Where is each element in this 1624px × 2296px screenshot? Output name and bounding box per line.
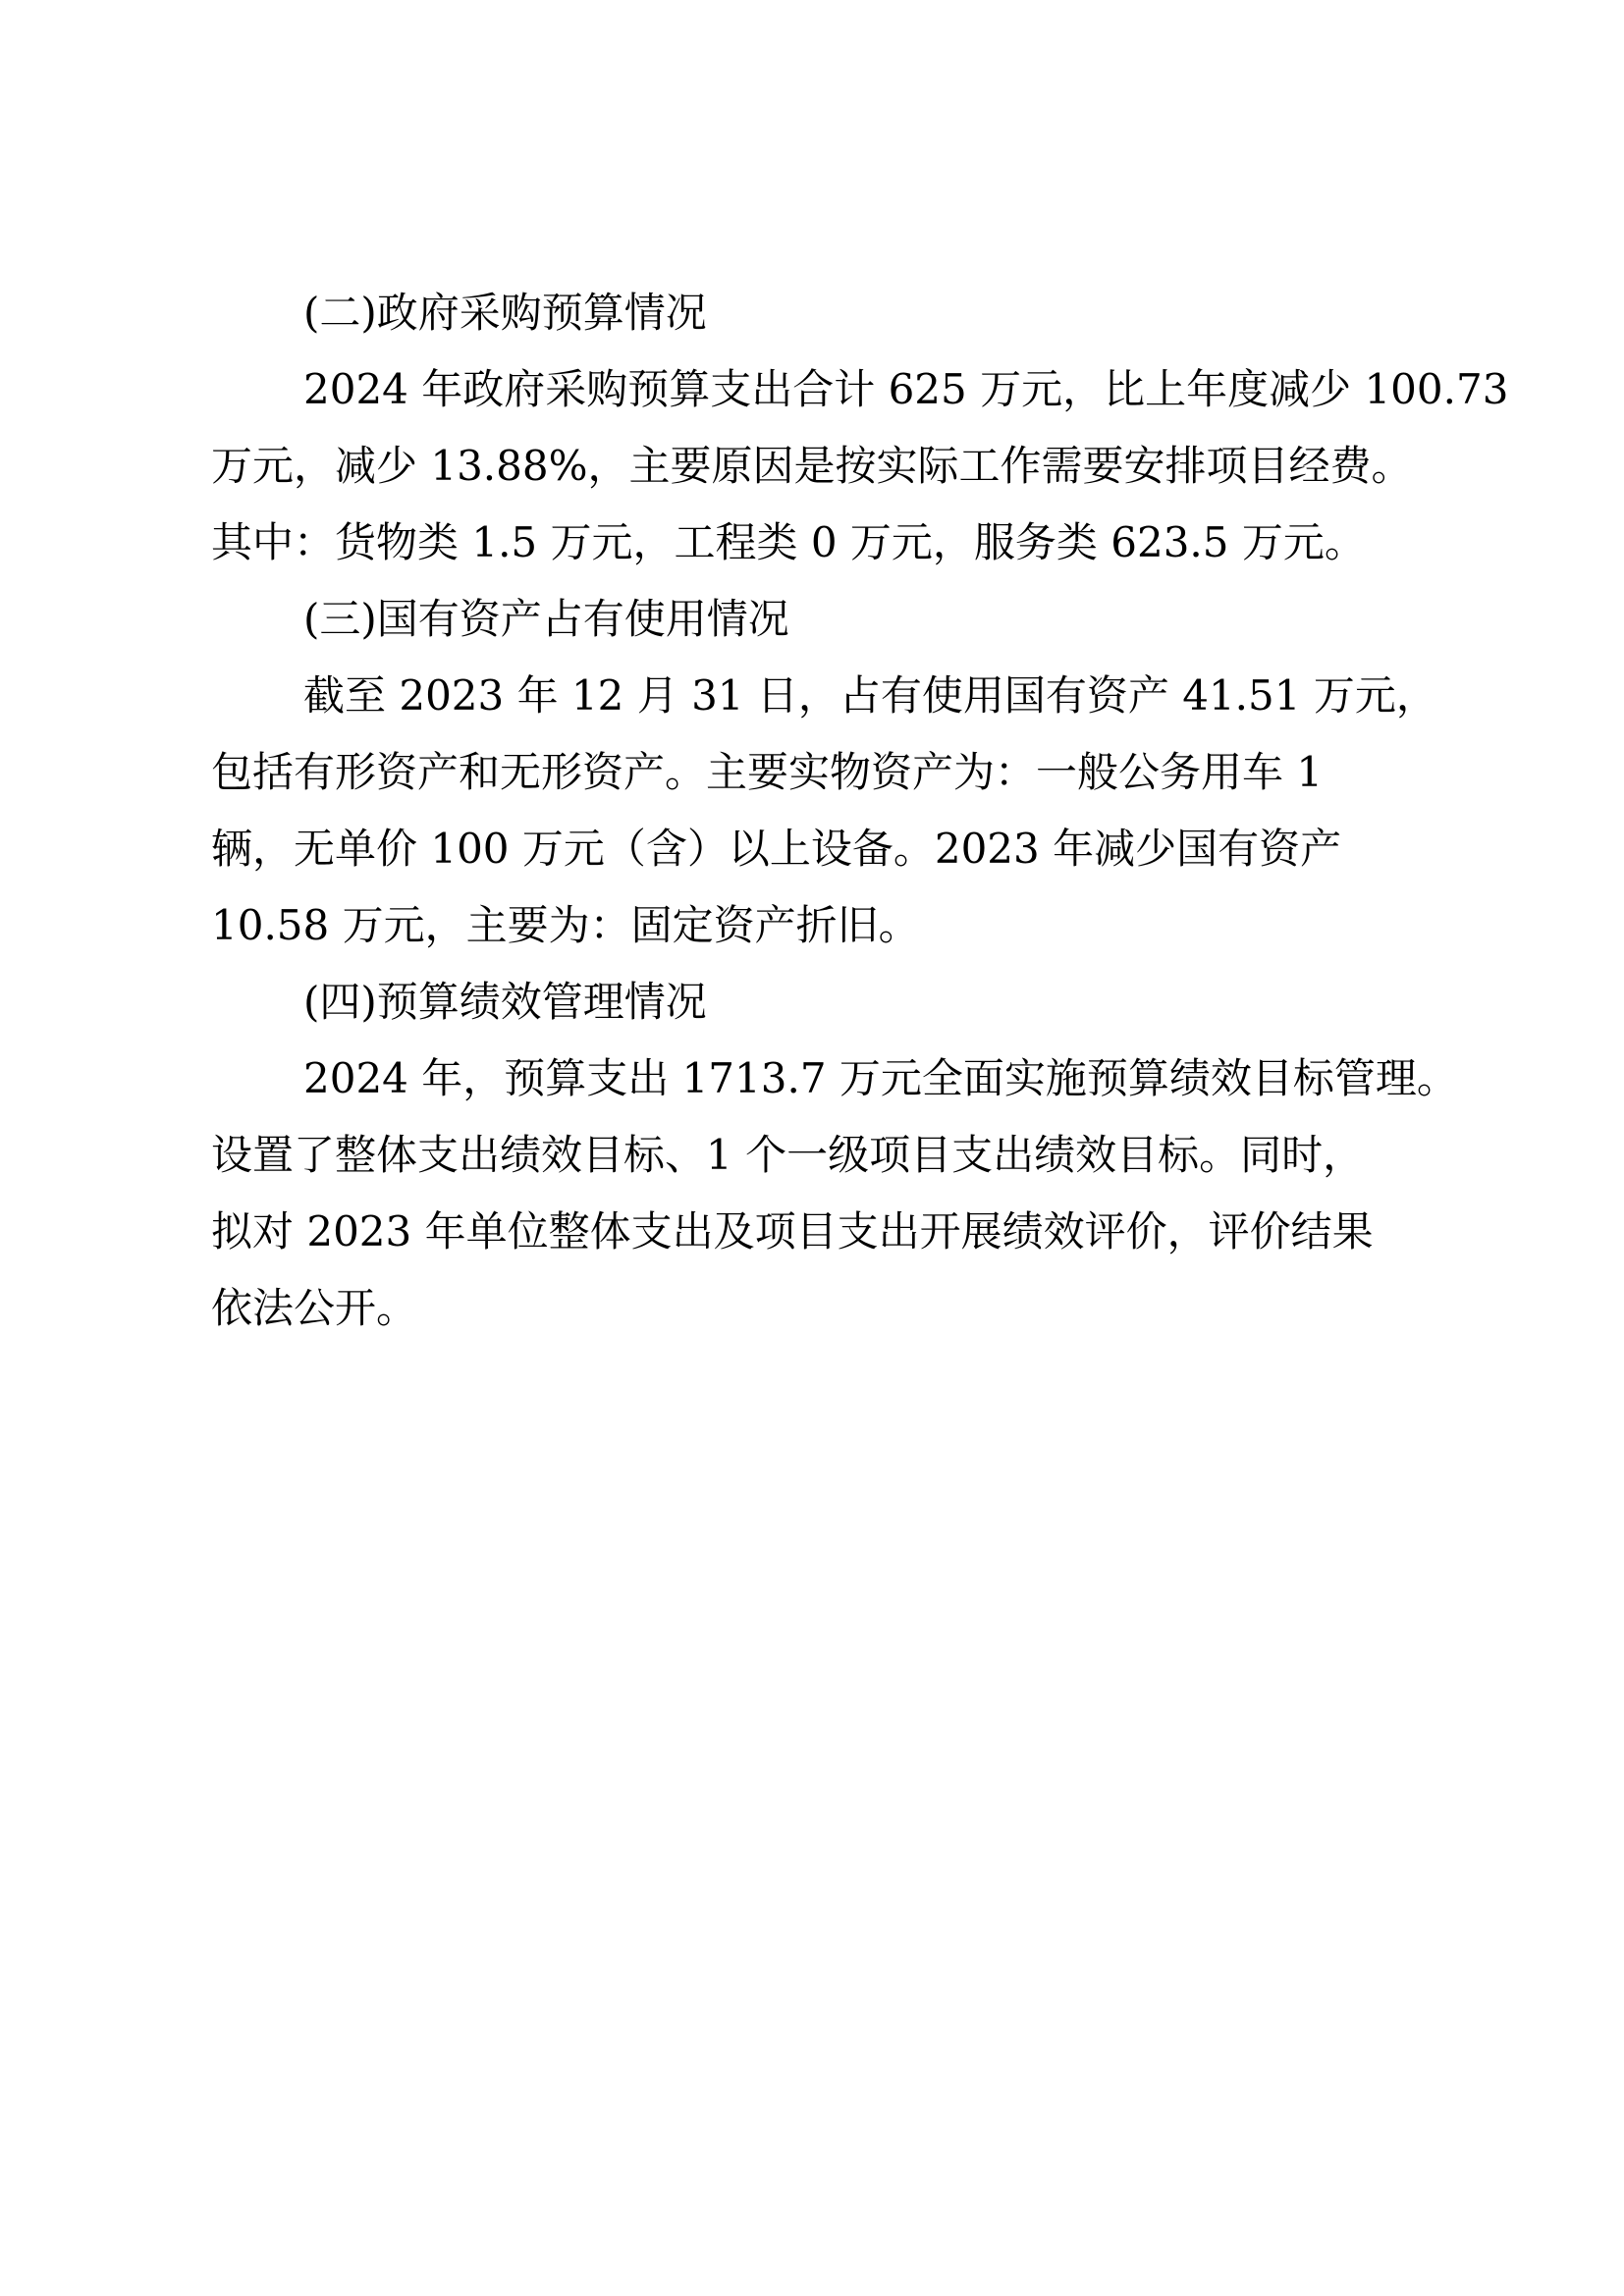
section-state-assets [211,581,1437,964]
paragraph-line: 截至 2023 年 12 月 31 日，占有使用国有资产 41.51 万元， [303,671,1437,720]
section-heading: (二)政府采购预算情况 [303,289,707,337]
paragraph-line: 拟对 2023 年单位整体支出及项目支出开展绩效评价，评价结果 [211,1207,1374,1255]
paragraph-line: 万元，减少 13.88%，主要原因是按实际工作需要安排项目经费。 [211,442,1413,490]
section-heading: (三)国有资产占有使用情况 [303,595,789,643]
paragraph-line: 辆，无单价 100 万元（含）以上设备。2023 年减少国有资产 [211,825,1342,873]
paragraph-line: 2024 年，预算支出 1713.7 万元全面实施预算绩效目标管理。 [303,1054,1458,1102]
paragraph-line: 2024 年政府采购预算支出合计 625 万元，比上年度减少 100.73 [303,365,1509,413]
section-heading: (四)预算绩效管理情况 [303,978,707,1026]
paragraph-line: 设置了整体支出绩效目标、1 个一级项目支出绩效目标。同时， [211,1131,1365,1179]
section-performance-management [211,964,1458,1347]
section-procurement-budget [211,275,1509,581]
paragraph-line: 10.58 万元，主要为：固定资产折旧。 [211,901,920,949]
paragraph-line: 包括有形资产和无形资产。主要实物资产为：一般公务用车 1 [211,748,1324,796]
document-page [211,275,1509,1347]
paragraph-line: 其中：货物类 1.5 万元，工程类 0 万元，服务类 623.5 万元。 [211,518,1366,566]
paragraph-line: 依法公开。 [211,1284,418,1332]
